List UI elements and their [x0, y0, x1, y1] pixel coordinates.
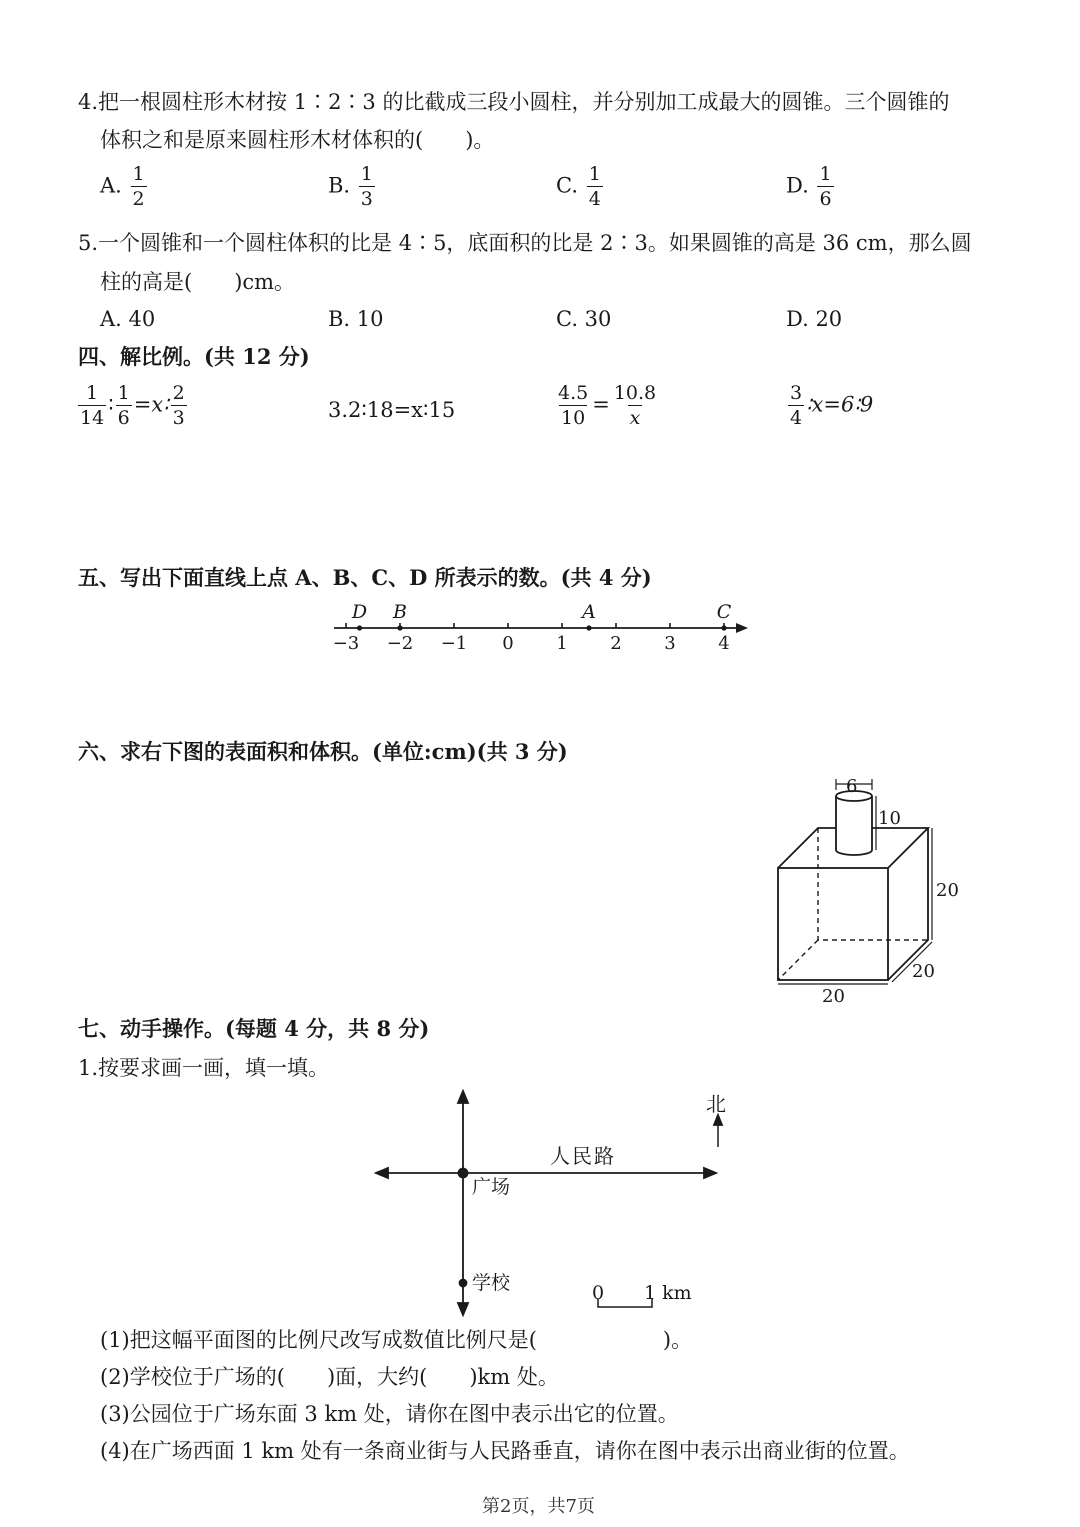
- q5-option-a: A. 40: [100, 307, 156, 331]
- option-label: A.: [100, 173, 122, 198]
- cube-front-face: [778, 868, 888, 980]
- number-line-tick-label: 1: [556, 633, 568, 654]
- sub-question-2: (2)学校位于广场的( )面，大约( )km 处。: [100, 1365, 559, 1389]
- cube-height-label: 20: [936, 880, 959, 901]
- option-label: D.: [786, 173, 809, 198]
- equation-3: [554, 384, 660, 428]
- frac-den: x: [629, 407, 641, 429]
- option-denominator: 3: [360, 188, 373, 210]
- square-point: [459, 1169, 468, 1178]
- equation-1: [76, 384, 189, 428]
- number-line-tick-label: −1: [440, 633, 468, 654]
- section-5-title: 五、写出下面直线上点 A、B、C、D 所表示的数。(共 4 分): [78, 565, 652, 590]
- q5-line1: 5.一个圆锥和一个圆柱体积的比是 4∶5，底面积的比是 2∶3。如果圆锥的高是 36 cm，那么圆: [78, 231, 972, 255]
- ratio-colon: ∶: [108, 392, 114, 417]
- frac-num: 10.8: [613, 382, 657, 404]
- section-7-title: 七、动手操作。(每题 4 分，共 8 分): [78, 1016, 430, 1041]
- section-4-title: 四、解比例。(共 12 分): [78, 344, 310, 369]
- square-label: 广场: [472, 1176, 511, 1198]
- arrow-up-icon: [458, 1091, 468, 1103]
- cube-with-cylinder-figure: [760, 770, 970, 1010]
- frac-den: 4: [790, 407, 803, 429]
- number-line-point-b: [397, 625, 402, 630]
- cube-hidden-edge: [778, 940, 818, 980]
- section-6-title: 六、求右下图的表面积和体积。(单位:cm)(共 3 分): [78, 739, 568, 764]
- number-line-tick-label: 2: [610, 633, 622, 654]
- number-line-arrow-icon: [736, 623, 748, 633]
- number-line-point-a: [586, 625, 591, 630]
- sub-question-4: (4)在广场西面 1 km 处有一条商业街与人民路垂直，请你在图中表示出商业街的位置。: [100, 1439, 910, 1463]
- cube-right-face: [888, 828, 928, 980]
- cube-depth-label: 20: [912, 961, 935, 982]
- q4-option-a: [100, 165, 149, 209]
- equation-middle: =x∶: [133, 392, 169, 417]
- q5-option-d: D. 20: [786, 307, 843, 331]
- number-line-tick-label: 0: [502, 633, 514, 654]
- q5-line2: 柱的高是( )cm。: [100, 270, 296, 294]
- number-line-tick-label: −3: [332, 633, 360, 654]
- frac-den: 14: [80, 407, 105, 429]
- q4-line1: 4.把一根圆柱形木材按 1∶2∶3 的比截成三段小圆柱，并分别加工成最大的圆锥。三个圆锥的: [78, 90, 950, 114]
- cylinder-height-label: 10: [878, 808, 901, 829]
- scale-zero-label: 0: [592, 1282, 605, 1304]
- frac-num: 4.5: [558, 382, 589, 404]
- scale-km-label: 1 km: [644, 1282, 692, 1304]
- number-line-point-label-a: A: [582, 601, 596, 623]
- arrow-left-icon: [376, 1168, 388, 1178]
- road-label: 人民路: [550, 1144, 616, 1168]
- option-numerator: 1: [360, 163, 373, 185]
- number-line-point-label-d: D: [351, 601, 368, 623]
- arrow-right-icon: [704, 1168, 716, 1178]
- number-line: [320, 594, 760, 658]
- cube-width-label: 20: [822, 986, 845, 1007]
- frac-den: 3: [172, 407, 185, 429]
- number-line-point-d: [357, 625, 362, 630]
- school-point: [460, 1280, 467, 1287]
- equation-2: 3.2∶18=x∶15: [328, 398, 456, 422]
- option-numerator: 1: [819, 163, 832, 185]
- option-denominator: 4: [588, 188, 601, 210]
- number-line-point-c: [721, 625, 726, 630]
- sub-question-3: (3)公园位于广场东面 3 km 处，请你在图中表示出它的位置。: [100, 1402, 679, 1426]
- cylinder-body: [836, 796, 872, 855]
- q5-option-b: B. 10: [328, 307, 384, 331]
- option-numerator: 1: [588, 163, 601, 185]
- section-7-question-1: 1.按要求画一画，填一填。: [78, 1056, 330, 1080]
- option-label: C.: [556, 173, 578, 198]
- q5-option-c: C. 30: [556, 307, 612, 331]
- equals-sign: =: [592, 392, 610, 417]
- number-line-tick-label: 4: [718, 633, 730, 654]
- frac-den: 10: [561, 407, 586, 429]
- number-line-tick-label: −2: [386, 633, 414, 654]
- q4-option-d: [786, 165, 836, 209]
- frac-num: 1: [117, 382, 130, 404]
- option-denominator: 6: [819, 188, 832, 210]
- frac-num: 2: [172, 382, 185, 404]
- number-line-point-label-c: C: [716, 601, 732, 623]
- frac-num: 1: [86, 382, 99, 404]
- page-footer: 第2页，共7页: [482, 1496, 595, 1517]
- number-line-tick-label: 3: [664, 633, 676, 654]
- equation-rest: ∶x=6∶9: [806, 392, 874, 417]
- q4-option-c: [556, 165, 605, 209]
- map-figure: [370, 1085, 740, 1325]
- q4-option-b: [328, 165, 377, 209]
- sub-question-1: (1)把这幅平面图的比例尺改写成数值比例尺是( )。: [100, 1328, 693, 1352]
- number-line-point-label-b: B: [393, 601, 407, 623]
- option-numerator: 1: [132, 163, 145, 185]
- option-denominator: 2: [132, 188, 145, 210]
- frac-num: 3: [790, 382, 803, 404]
- option-label: B.: [328, 173, 351, 198]
- north-arrow-icon: [714, 1115, 722, 1125]
- north-label: 北: [706, 1092, 726, 1116]
- equation-4: [786, 384, 873, 428]
- frac-den: 6: [117, 407, 130, 429]
- q4-line2: 体积之和是原来圆柱形木材体积的( )。: [100, 128, 495, 152]
- school-label: 学校: [472, 1272, 511, 1294]
- cylinder-diameter-label: 6: [846, 776, 858, 797]
- arrow-down-icon: [458, 1303, 468, 1315]
